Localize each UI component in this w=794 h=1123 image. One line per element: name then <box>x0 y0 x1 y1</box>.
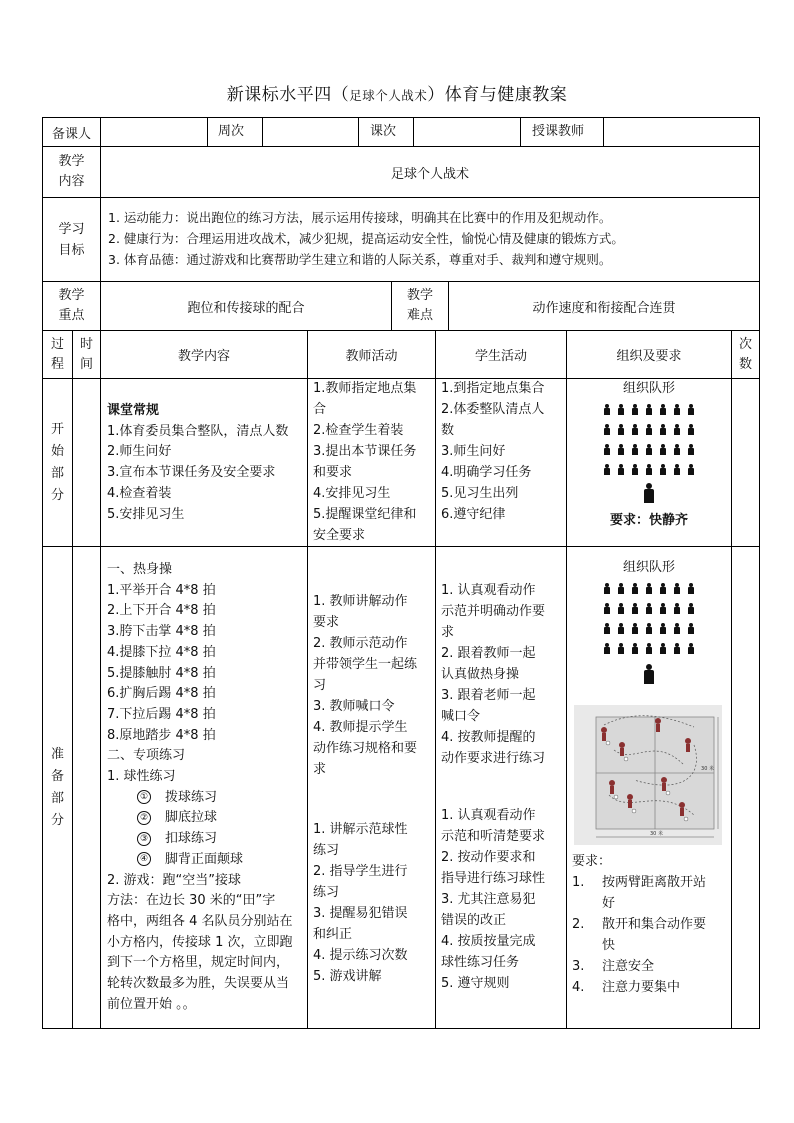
prep-requirements <box>572 851 730 998</box>
student-figure-icon <box>687 623 695 634</box>
student-figure-icon <box>645 444 653 455</box>
goal-item: 2. 健康行为：合理运用进攻战术，减少犯规，提高运动安全性，愉悦心情及健康的锻炼方式。 <box>108 231 624 246</box>
student-figure-icon <box>631 643 639 654</box>
student-figure-icon <box>617 464 625 475</box>
list-item: 4.明确学习任务 <box>441 465 532 480</box>
goals-list <box>108 207 756 270</box>
list-item: 4.检查着装 <box>107 485 172 501</box>
teacher-figure-icon <box>643 664 655 684</box>
formation-row <box>567 638 731 658</box>
student-figure-icon <box>645 424 653 435</box>
drill-item: ① 拨球练习 <box>107 788 307 809</box>
list-item: 1.教师指定地点集 <box>313 381 417 396</box>
list-item: 动作要求进行练习 <box>441 751 546 766</box>
list-item: 合 <box>313 402 327 417</box>
student-figure-icon <box>659 444 667 455</box>
requirement-item: 3. 注意安全 <box>572 959 655 974</box>
student-figure-icon <box>673 583 681 594</box>
formation-row <box>567 439 731 459</box>
game-line: 前位置开始 。。 <box>107 996 196 1012</box>
drill-item: ④ 脚背正面颠球 <box>107 850 307 871</box>
list-item: 2.体委整队清点人 <box>441 402 545 417</box>
header-content: 教学内容 <box>177 349 230 364</box>
student-figure-icon <box>603 464 611 475</box>
list-item: 错误的改正 <box>441 913 507 928</box>
student-figure-icon <box>603 643 611 654</box>
content-line: 8.原地踏步 4*8 拍 <box>107 727 216 743</box>
list-item: 4. 教师提示学生 <box>313 720 408 735</box>
list-item: 习 <box>313 678 327 693</box>
list-item: 2. 指导学生进行 <box>313 864 408 879</box>
student-figure-icon <box>687 603 695 614</box>
prep-teacher-b <box>313 819 435 987</box>
list-item: 安全要求 <box>313 528 366 543</box>
header-organization: 组织及要求 <box>616 349 682 364</box>
student-figure-icon <box>617 424 625 435</box>
game-line: 轮转次数最多为胜，失误要从当 <box>107 976 290 992</box>
formation-title: 组织队形 <box>622 560 675 575</box>
student-figure-icon <box>617 623 625 634</box>
list-item: 数 <box>441 423 455 438</box>
student-figure-icon <box>645 583 653 594</box>
list-item: 5.见习生出列 <box>441 486 519 501</box>
content-line: 3.胯下击掌 4*8 拍 <box>107 624 216 640</box>
list-item: 2. 教师示范动作 <box>313 636 408 651</box>
student-figure-icon <box>617 404 625 415</box>
student-figure-icon <box>673 464 681 475</box>
list-item: 指导进行练习球性 <box>441 871 546 886</box>
list-item: 和纠正 <box>313 927 353 942</box>
student-figure-icon <box>687 583 695 594</box>
list-item: 3. 教师喊口令 <box>313 699 395 714</box>
student-figure-icon <box>673 404 681 415</box>
list-item: 要求 <box>313 615 340 630</box>
student-figure-icon <box>673 623 681 634</box>
requirement-item: 4. 注意力要集中 <box>572 980 681 995</box>
student-figure-icon <box>659 424 667 435</box>
drill-item: ③ 扣球练习 <box>107 829 307 850</box>
list-item: 1. 认真观看动作 <box>441 808 536 823</box>
student-figure-icon <box>687 643 695 654</box>
content-line: 1.平举开合 4*8 拍 <box>107 582 216 598</box>
header-times: 次 数 <box>738 336 752 372</box>
game-line: 方法：在边长 30 米的“田”字 <box>107 893 276 909</box>
list-item: 和要求 <box>313 465 353 480</box>
student-figure-icon <box>631 404 639 415</box>
list-item: 认真做热身操 <box>441 667 520 682</box>
student-figure-icon <box>645 603 653 614</box>
list-item: 示范并明确动作要 <box>441 604 546 619</box>
student-figure-icon <box>617 583 625 594</box>
list-item: 1. 讲解示范球性 <box>313 822 408 837</box>
preparer-field[interactable] <box>101 118 207 146</box>
list-item: 练习 <box>313 885 340 900</box>
lesson-field[interactable] <box>414 118 520 146</box>
week-field[interactable] <box>263 118 358 146</box>
difficulty-value: 动作速度和衔接配合连贯 <box>532 300 676 316</box>
header-time: 时 间 <box>79 336 93 372</box>
list-item: 3.宣布本节课任务及安全要求 <box>107 465 276 481</box>
prep-content <box>107 560 307 1015</box>
field-size-label-right: 30 米 <box>701 766 714 772</box>
list-item: 2. 跟着教师一起 <box>441 646 536 661</box>
student-figure-icon <box>631 583 639 594</box>
list-item: 4. 提示练习次数 <box>313 948 408 963</box>
student-figure-icon <box>617 603 625 614</box>
teacher-figure-icon <box>643 483 655 503</box>
list-item: 动作练习规格和要 <box>313 741 418 756</box>
student-figure-icon <box>631 424 639 435</box>
list-item: 4. 按教师提醒的 <box>441 730 536 745</box>
content-line: 5.提膝触肘 4*8 拍 <box>107 665 216 681</box>
content-label: 教学 内容 <box>58 154 85 189</box>
requirement-item: 2. 散开和集合动作要 <box>572 917 707 932</box>
student-figure-icon <box>603 444 611 455</box>
list-item: 喊口令 <box>441 709 481 724</box>
requirement-item: 快 <box>602 938 616 953</box>
list-item: 3. 尤其注意易犯 <box>441 892 536 907</box>
formation-row <box>567 618 731 638</box>
list-item: 求 <box>313 762 327 777</box>
student-figure-icon <box>687 404 695 415</box>
list-item: 2.师生问好 <box>107 444 172 460</box>
header-student: 学生活动 <box>474 349 527 364</box>
prep-student-a <box>441 580 566 769</box>
header-process: 过 程 <box>50 336 64 372</box>
student-figure-icon <box>687 464 695 475</box>
student-figure-icon <box>617 643 625 654</box>
student-figure-icon <box>617 444 625 455</box>
student-figure-icon <box>659 643 667 654</box>
start-student <box>441 378 566 525</box>
week-label: 周次 <box>218 124 245 139</box>
lesson-label: 课次 <box>370 124 397 139</box>
list-item: 1. 教师讲解动作 <box>313 594 408 609</box>
content-line: 一、热身操 <box>107 562 173 577</box>
content-line: 4.提膝下拉 4*8 拍 <box>107 644 216 660</box>
content-line: 2.上下开合 4*8 拍 <box>107 603 216 619</box>
list-item: 5. 游戏讲解 <box>313 969 382 984</box>
header-teacher: 教师活动 <box>345 349 398 364</box>
drill-item: ② 脚底拉球 <box>107 808 307 829</box>
list-item: 求 <box>441 625 455 640</box>
goals-label: 学习 目标 <box>58 221 85 258</box>
formation-diagram <box>567 578 731 658</box>
list-item: 3.提出本节课任务 <box>313 444 417 459</box>
phase-prep: 准 备 部 分 <box>50 746 64 828</box>
student-figure-icon <box>673 603 681 614</box>
field-size-label-bottom: 30 米 <box>650 831 663 837</box>
student-figure-icon <box>659 623 667 634</box>
start-teacher <box>313 378 435 546</box>
student-figure-icon <box>603 424 611 435</box>
content-line: 1. 球性练习 <box>107 769 176 785</box>
goal-item: 1. 运动能力：说出跑位的练习方法，展示运用传接球，明确其在比赛中的作用及犯规动作。 <box>108 210 612 225</box>
list-item: 3.师生问好 <box>441 444 506 459</box>
student-figure-icon <box>603 583 611 594</box>
game-line: 小方格内，传接球 1 次，立即跑 <box>107 934 293 950</box>
list-item: 3. 跟着老师一起 <box>441 688 536 703</box>
field-grid-svg <box>574 705 722 845</box>
game-line: 2. 游戏：跑“空当”接球 <box>107 872 242 888</box>
student-figure-icon <box>645 404 653 415</box>
list-item: 1.到指定地点集合 <box>441 381 545 396</box>
requirement-item: 1. 按两臂距离散开站 <box>572 875 707 890</box>
student-figure-icon <box>645 623 653 634</box>
list-item: 练习 <box>313 843 340 858</box>
prep-organization <box>567 558 731 1028</box>
list-item: 5. 遵守规则 <box>441 976 510 991</box>
student-figure-icon <box>659 464 667 475</box>
start-requirement: 要求：快静齐 <box>609 513 688 528</box>
list-item: 球性练习任务 <box>441 955 520 970</box>
field-drill-diagram <box>574 705 722 845</box>
student-figure-icon <box>603 603 611 614</box>
formation-row <box>567 459 731 479</box>
student-figure-icon <box>645 643 653 654</box>
student-figure-icon <box>631 623 639 634</box>
list-item: 4. 按质按量完成 <box>441 934 536 949</box>
start-organization <box>567 379 731 546</box>
student-figure-icon <box>687 424 695 435</box>
formation-diagram <box>567 399 731 479</box>
student-figure-icon <box>603 623 611 634</box>
requirements-title: 要求： <box>572 854 612 869</box>
student-figure-icon <box>673 444 681 455</box>
student-figure-icon <box>645 464 653 475</box>
content-value: 足球个人战术 <box>390 166 469 182</box>
requirement-item: 好 <box>602 896 616 911</box>
student-figure-icon <box>603 404 611 415</box>
list-item: 示范和听清楚要求 <box>441 829 546 844</box>
student-figure-icon <box>687 444 695 455</box>
list-item: 并带领学生一起练 <box>313 657 418 672</box>
list-item: 5.提醒课堂纪律和 <box>313 507 417 522</box>
student-figure-icon <box>631 464 639 475</box>
formation-row <box>567 598 731 618</box>
student-figure-icon <box>673 643 681 654</box>
list-item: 1.体育委员集合整队，清点人数 <box>107 423 289 439</box>
formation-title: 组织队形 <box>622 381 675 396</box>
goal-item: 3. 体育品德：通过游戏和比赛帮助学生建立和谐的人际关系，尊重对手、裁判和遵守规则。 <box>108 252 612 267</box>
list-item: 2.检查学生着装 <box>313 423 404 438</box>
list-item: 3. 提醒易犯错误 <box>313 906 408 921</box>
game-line: 格中，两组各 4 名队员分别站在 <box>107 913 293 929</box>
student-figure-icon <box>673 424 681 435</box>
student-figure-icon <box>659 583 667 594</box>
difficulty-label: 教学 难点 <box>406 288 433 323</box>
student-figure-icon <box>659 603 667 614</box>
student-figure-icon <box>631 603 639 614</box>
phase-start: 开 始 部 分 <box>50 421 64 503</box>
content-line: 二、专项练习 <box>107 748 186 764</box>
preparer-label: 备课人 <box>51 126 91 142</box>
formation-row <box>567 419 731 439</box>
list-item: 5.安排见习生 <box>107 506 185 522</box>
prep-student-b <box>441 805 566 994</box>
start-content <box>107 401 307 525</box>
student-figure-icon <box>659 404 667 415</box>
start-content-title: 课堂常规 <box>107 403 160 418</box>
content-line: 7.下拉后踢 4*8 拍 <box>107 706 216 722</box>
page-title: 新课标水平四（足球个人战术）体育与健康教案 <box>226 85 568 105</box>
student-figure-icon <box>631 444 639 455</box>
list-item: 2. 按动作要求和 <box>441 850 536 865</box>
formation-row <box>567 578 731 598</box>
prep-teacher-a <box>313 591 435 780</box>
teacher-field[interactable] <box>604 118 759 146</box>
key-point-label: 教学 重点 <box>58 288 85 323</box>
key-point-value: 跑位和传接球的配合 <box>187 300 305 316</box>
formation-row <box>567 399 731 419</box>
list-item: 1. 认真观看动作 <box>441 583 536 598</box>
content-line: 6.扩胸后踢 4*8 拍 <box>107 686 216 702</box>
list-item: 6.遵守纪律 <box>441 507 506 522</box>
game-line: 到下一个方格里，规定时间内， <box>107 955 290 971</box>
teacher-label: 授课教师 <box>532 124 585 139</box>
list-item: 4.安排见习生 <box>313 486 391 501</box>
